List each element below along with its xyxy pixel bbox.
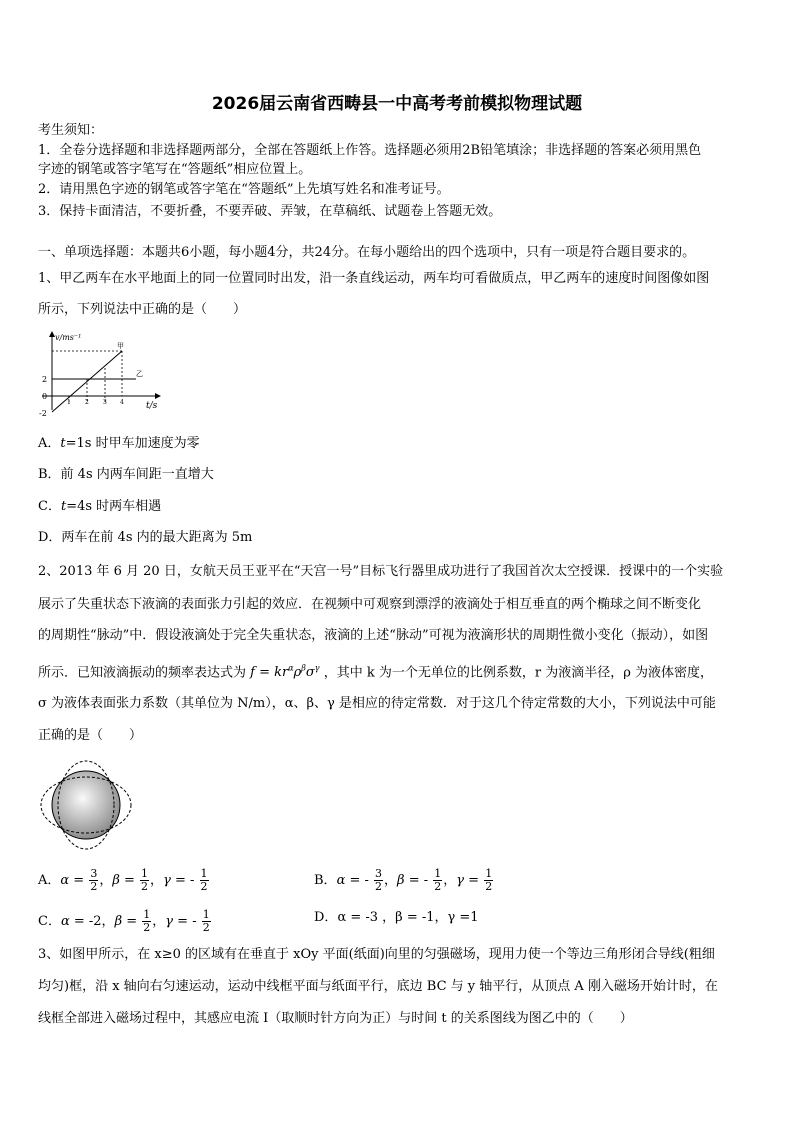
notice-item-1: 1．全卷分选择题和非选择题两部分，全部在答题纸上作答。选择题必须用2B铅笔填涂；非选择题的答案必须用黑色 bbox=[38, 143, 702, 158]
q2-line-5: σ 为液体表面张力系数（其单位为 N/m），α、β、γ 是相应的待定常数．对于这几个待定常数的大小，下列说法中可能 bbox=[38, 696, 716, 711]
q2-option-a[interactable]: A．α = $\frac{3}{2}$ ，β = $\frac{1}{2}$ ，γ = - $\frac{1}{2}$ bbox=[38, 867, 208, 893]
q1-line-1: 1、甲乙两车在水平地面上的同一位置同时出发，沿一条直线运动，两车均可看做质点，甲乙两车的速度时间图像如图 bbox=[38, 271, 710, 286]
q2-line-4: 所示．已知液滴振动的频率表达式为 $f = kr^\alpha\rho^\beta\sigma^\gamma$ ，其中 k 为一个无单位的比例系数，r 为液滴半径，ρ 为液体密度， bbox=[38, 664, 713, 681]
q1-option-c[interactable]: C．t=4s 时两车相遇 bbox=[38, 499, 162, 514]
q2-option-c[interactable]: C．α = -2，β = $\frac{1}{2}$ ，γ = - $\frac{1}{2}$ bbox=[38, 908, 210, 934]
graph-label-yi: 乙 bbox=[136, 370, 143, 378]
x-tick-4: 4 bbox=[120, 399, 124, 406]
y-tick-2: 2 bbox=[42, 375, 48, 384]
q2-line-3: 的周期性“脉动”中．假设液滴处于完全失重状态，液滴的上述“脉动”可视为液滴形状的周期性微小变化（振动），如图 bbox=[38, 628, 709, 643]
q2-line-6: 正确的是（ ） bbox=[38, 728, 143, 743]
graph-xlabel: t/s bbox=[146, 401, 158, 411]
notice-item-1-cont: 字迹的钢笔或答字笔写在“答题纸”相应位置上。 bbox=[38, 162, 312, 177]
q1-line-2: 所示，下列说法中正确的是（ ） bbox=[38, 302, 247, 317]
q1-option-b[interactable]: B．前 4s 内两车间距一直增大 bbox=[38, 467, 214, 482]
q2-option-d[interactable]: D．α = -3 ，β = -1，γ =1 bbox=[314, 910, 479, 925]
notice-item-3: 3．保持卡面清洁，不要折叠，不要弄破、弄皱，在草稿纸、试题卷上答题无效。 bbox=[38, 204, 502, 219]
q1-option-a[interactable]: A．t=1s 时甲车加速度为零 bbox=[38, 436, 200, 451]
q2-line-1: 2、2013 年 6 月 20 日，女航天员王亚平在“天宫一号”目标飞行器里成功进行了我国首次太空授课．授课中的一个实验 bbox=[38, 564, 724, 579]
graph-label-jia: 甲 bbox=[117, 342, 124, 350]
exam-title: 2026届云南省西畴县一中高考考前模拟物理试题 bbox=[211, 94, 583, 114]
q2-line-2: 展示了失重状态下液滴的表面张力引起的效应．在视频中可观察到漂浮的液滴处于相互垂直的两个椭球之间不断变化 bbox=[38, 597, 702, 612]
x-tick-1: 1 bbox=[67, 399, 71, 406]
x-tick-3: 3 bbox=[103, 399, 107, 406]
graph-ylabel: v/ms⁻¹ bbox=[55, 333, 82, 342]
notice-item-2: 2．请用黑色字迹的钢笔或答字笔在“答题纸”上先填写姓名和准考证号。 bbox=[38, 182, 450, 197]
y-tick-neg2: -2 bbox=[39, 409, 47, 418]
q1-velocity-time-graph bbox=[36, 328, 166, 420]
y-tick-0: 0 bbox=[42, 392, 48, 401]
q1-option-d[interactable]: D．两车在前 4s 内的最大距离为 5m bbox=[38, 530, 253, 545]
q3-line-1: 3、如图甲所示，在 x≥0 的区域有在垂直于 xOy 平面(纸面)向里的匀强磁场，现用力使一个等边三角形闭合导线(粗细 bbox=[38, 947, 715, 962]
notice-heading: 考生须知： bbox=[38, 123, 104, 138]
q2-option-b[interactable]: B．α = - $\frac{3}{2}$ ，β = - $\frac{1}{2}$ ，γ = $\frac{1}{2}$ bbox=[314, 867, 493, 893]
q3-line-2: 均匀)框，沿 x 轴向右匀速运动，运动中线框平面与纸面平行，底边 BC 与 y 轴平行，从顶点 A 刚入磁场开始计时，在 bbox=[38, 979, 718, 994]
x-tick-2: 2 bbox=[85, 399, 89, 406]
section-heading: 一、单项选择题：本题共6小题，每小题4分，共24分。在每小题给出的四个选项中，只有一项是符合题目要求的。 bbox=[38, 245, 696, 260]
droplet-oscillation-figure bbox=[36, 760, 136, 850]
q3-line-3: 线框全部进入磁场过程中，其感应电流 I（取顺时针方向为正）与时间 t 的关系图线为图乙中的（ ） bbox=[38, 1011, 633, 1026]
frequency-formula: $f = kr^\alpha\rho^\beta\sigma^\gamma$ bbox=[250, 664, 320, 681]
